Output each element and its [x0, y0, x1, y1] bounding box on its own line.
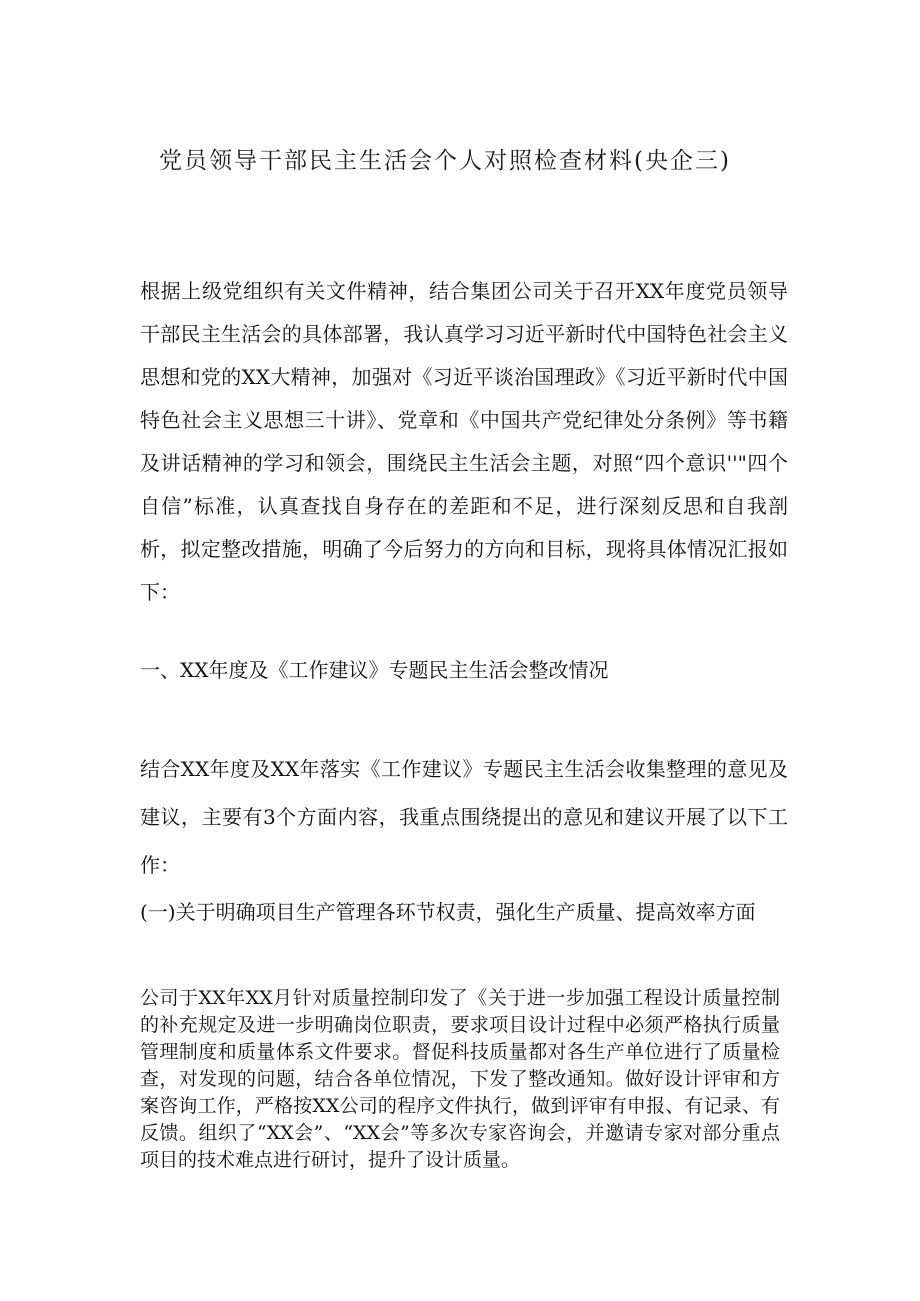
subsection-1-paragraph: 公司于XX年XX月针对质量控制印发了《关于进一步加强工程设计质量控制的补充规定及进一步明确岗位职责，要求项目设计过程中必须严格执行质量管理制度和质量体系文件要求。督促科技质量都对各生产单位进行了质量检查，对发现的问题，结合各单位情况，下发了整改通知。做好设计评审和方案咨询工作，严格按XX公司的程序文件执行，做到评审有申报、有记录、有反馈。组织了“XX会”、“XX会”等多次专家咨询会，并邀请专家对部分重点项目的技术难点进行研讨，提升了设计质量。: [140, 987, 780, 1171]
section-heading-1: 一、XX年度及《工作建议》专题民主生活会整改情况: [140, 658, 609, 682]
document-title: 党员领导干部民主生活会个人对照检查材料(央企三): [159, 148, 731, 174]
section-1-paragraph: 结合XX年度及XX年落实《工作建议》专题民主生活会收集整理的意见及建议，主要有3个方面内容，我重点围绕提出的意见和建议开展了以下工作：: [140, 757, 788, 877]
subsection-heading-1: (一)关于明确项目生产管理各环节权责，强化生产质量、提高效率方面: [140, 900, 756, 924]
intro-paragraph: 根据上级党组织有关文件精神，结合集团公司关于召开XX年度党员领导干部民主生活会的具体部署，我认真学习习近平新时代中国特色社会主义思想和党的XX大精神，加强对《习近平谈治国理政》《习近平新时代中国特色社会主义思想三十讲》、党章和《中国共产党纪律处分条例》等书籍及讲话精神的学习和领会，围绕民主生活会主题，对照“四个意识''"四个自信”标准，认真查找自身存在的差距和不足，进行深刻反思和自我剖析，拟定整改措施，明确了今后努力的方向和目标，现将具体情况汇报如下：: [140, 279, 788, 604]
